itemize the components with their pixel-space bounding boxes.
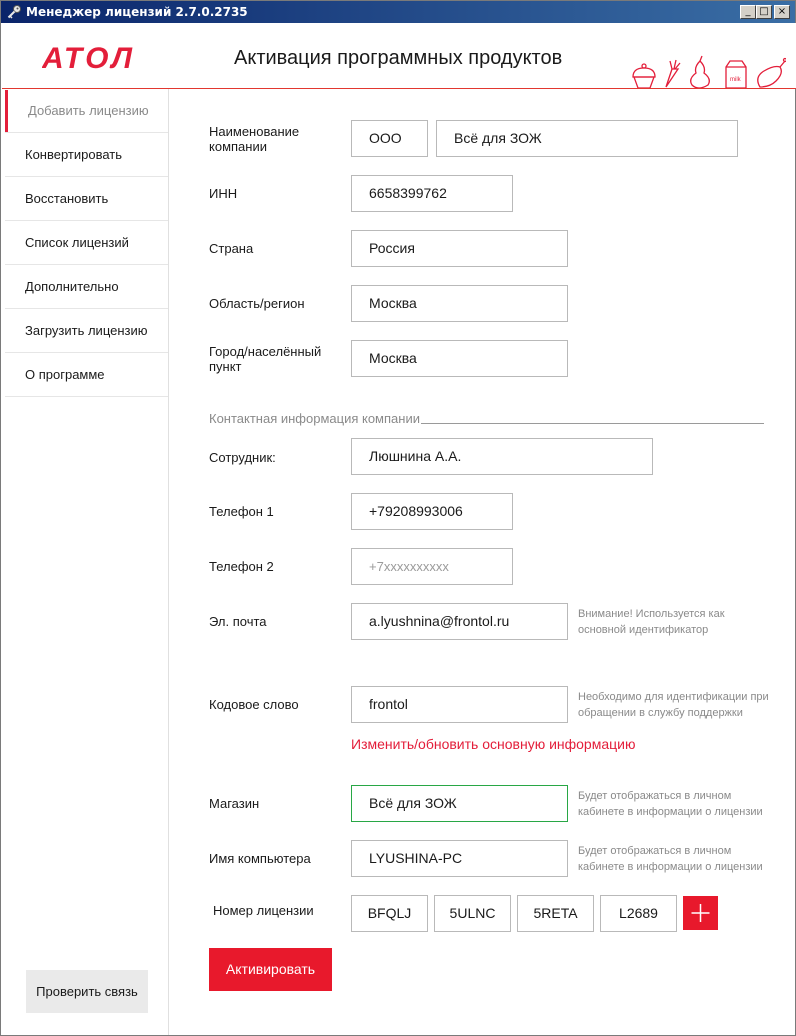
sidebar-item-additional[interactable]: [5, 265, 168, 309]
sidebar-item-load-license[interactable]: [5, 309, 168, 353]
update-info-link[interactable]: Изменить/обновить основную информацию: [351, 736, 636, 752]
computer-field[interactable]: LYUSHINA-PC: [351, 840, 568, 877]
license-part-3-field[interactable]: 5RETA: [517, 895, 594, 932]
computer-hint: Будет отображаться в личном кабинете в информации о лицензии: [578, 845, 763, 873]
inn-label: ИНН: [209, 186, 238, 201]
sidebar-item-label: Добавить лицензию: [28, 103, 149, 118]
page-title: Активация программных продуктов: [234, 47, 563, 69]
email-label: Эл. почта: [209, 614, 267, 629]
plus-icon: [683, 896, 718, 930]
country-label: Страна: [209, 241, 254, 256]
app-header: [2, 23, 796, 89]
sidebar-item-restore[interactable]: [5, 177, 168, 221]
city-label: Город/населённый пункт: [209, 344, 322, 374]
computer-label: Имя компьютера: [209, 851, 311, 866]
region-label: Область/регион: [209, 296, 305, 311]
email-hint: Внимание! Используется как основной идентификатор: [578, 608, 725, 636]
sidebar-item-about[interactable]: [5, 353, 168, 397]
employee-field[interactable]: Люшнина А.А.: [351, 438, 653, 475]
sidebar-item-label: Загрузить лицензию: [25, 323, 148, 338]
email-field[interactable]: a.lyushnina@frontol.ru: [351, 603, 568, 640]
svg-text:milk: milk: [730, 77, 741, 83]
company-form-field[interactable]: ООО: [351, 120, 428, 157]
contact-section-title: Контактная информация компании: [209, 411, 420, 426]
codeword-label: Кодовое слово: [209, 697, 299, 712]
section-divider: [421, 423, 764, 424]
sidebar-item-label: Дополнительно: [25, 279, 119, 294]
check-connection-button[interactable]: Проверить связь: [26, 970, 148, 1013]
carrot-icon: [666, 60, 680, 87]
region-field[interactable]: Москва: [351, 285, 568, 322]
sidebar-item-label: О программе: [25, 367, 105, 382]
pear-icon: [691, 56, 710, 88]
cupcake-icon: [633, 64, 655, 88]
license-part-4-field[interactable]: L2689: [600, 895, 677, 932]
codeword-field[interactable]: frontol: [351, 686, 568, 723]
window-title: Менеджер лицензий 2.7.0.2735: [26, 5, 248, 19]
key-icon: [6, 4, 22, 20]
phone2-label: Телефон 2: [209, 559, 274, 574]
city-field[interactable]: Москва: [351, 340, 568, 377]
employee-label: Сотрудник:: [209, 450, 276, 465]
license-part-2-field[interactable]: 5ULNC: [434, 895, 511, 932]
milk-carton-icon: [726, 61, 746, 88]
sidebar-item-convert[interactable]: [5, 133, 168, 177]
minimize-button[interactable]: _: [740, 5, 756, 19]
phone1-field[interactable]: +79208993006: [351, 493, 513, 530]
ham-icon: [758, 59, 786, 88]
sidebar-item-label: Конвертировать: [25, 147, 123, 162]
codeword-hint: Необходимо для идентификации при обращении в службу поддержки: [578, 691, 769, 719]
sidebar-item-label: Восстановить: [25, 191, 109, 206]
add-license-key-button[interactable]: [683, 896, 718, 930]
company-label: Наименование компании: [209, 124, 300, 154]
license-part-1-field[interactable]: BFQLJ: [351, 895, 428, 932]
sidebar: [2, 89, 169, 1035]
sidebar-item-license-list[interactable]: [5, 221, 168, 265]
company-name-field[interactable]: Всё для ЗОЖ: [436, 120, 738, 157]
license-label: Номер лицензии: [213, 903, 314, 918]
atol-logo: [42, 43, 134, 71]
close-button[interactable]: ×: [774, 5, 790, 19]
maximize-button[interactable]: □: [756, 5, 772, 19]
sidebar-item-label: Список лицензий: [25, 235, 129, 250]
active-indicator: [5, 90, 8, 132]
country-field[interactable]: Россия: [351, 230, 568, 267]
title-bar[interactable]: [1, 1, 795, 23]
store-hint: Будет отображаться в личном кабинете в информации о лицензии: [578, 790, 763, 818]
grocery-icons: [630, 55, 786, 89]
phone1-label: Телефон 1: [209, 504, 274, 519]
store-field[interactable]: Всё для ЗОЖ: [351, 785, 568, 822]
phone2-field[interactable]: +7xxxxxxxxxx: [351, 548, 513, 585]
sidebar-item-add-license[interactable]: [5, 89, 168, 133]
store-label: Магазин: [209, 796, 260, 811]
inn-field[interactable]: 6658399762: [351, 175, 513, 212]
activate-button[interactable]: Активировать: [209, 948, 332, 991]
svg-text:АТОЛ: АТОЛ: [42, 43, 132, 71]
